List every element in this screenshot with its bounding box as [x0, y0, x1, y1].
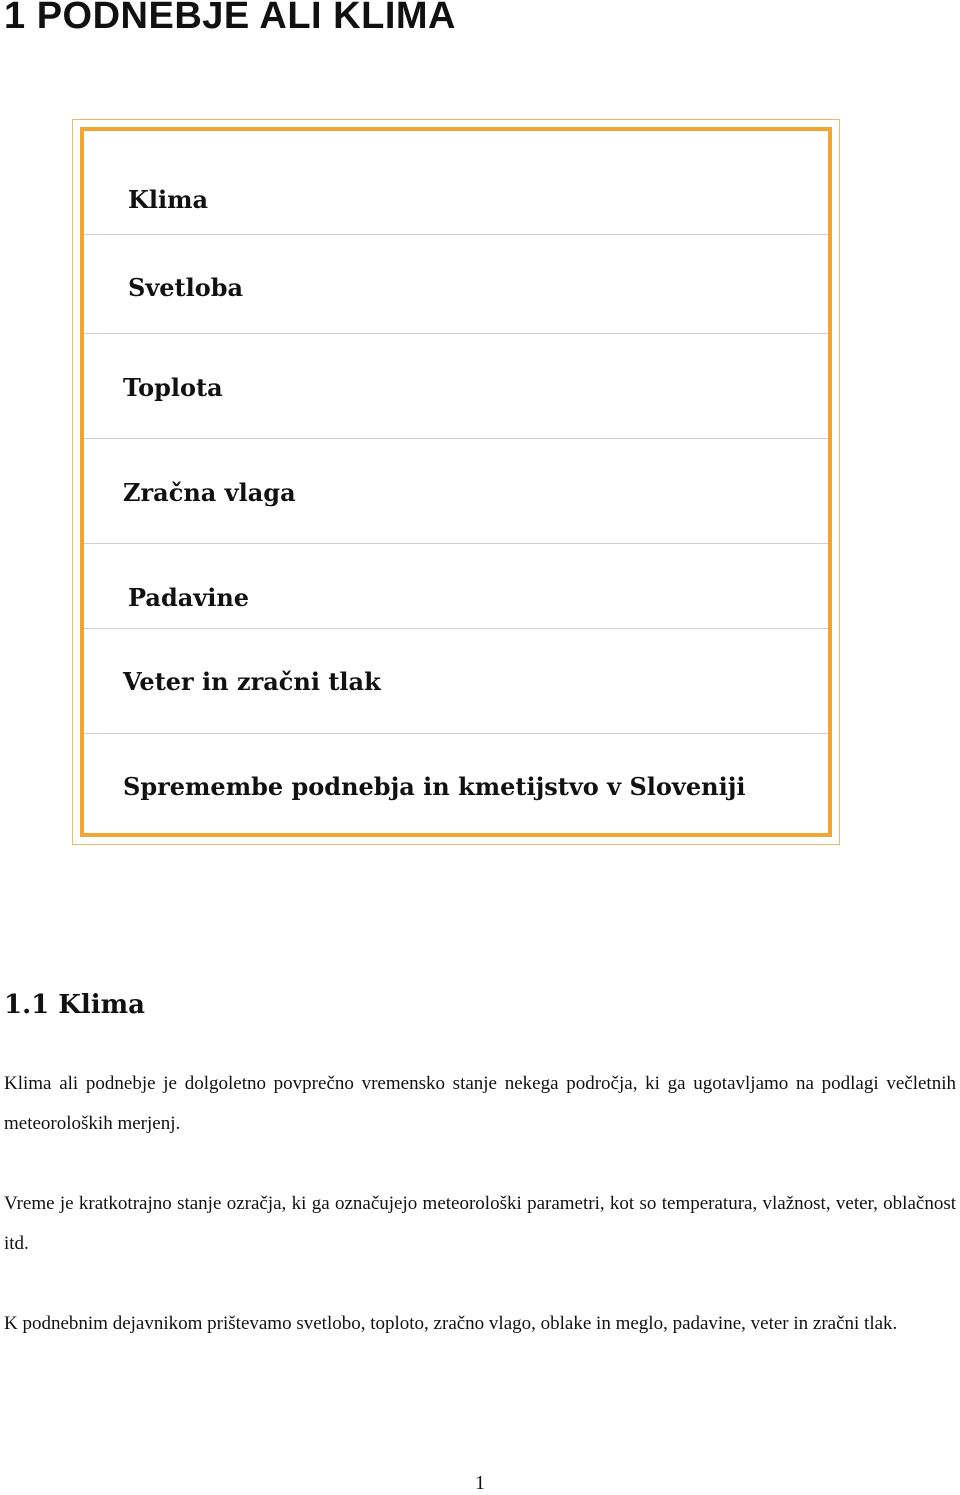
paragraph-vreme-definition: Vreme je kratkotrajno stanje ozračja, ki ga označujejo meteorološki parametri, kot so temperatura, vlažnost, veter, oblačnost itd.	[4, 1193, 956, 1254]
toc-divider	[84, 438, 828, 439]
toc-item-padavine[interactable]: Padavine	[128, 583, 250, 612]
toc-item-klima[interactable]: Klima	[128, 185, 209, 214]
toc-divider	[84, 543, 828, 544]
toc-item-veter-in-zracni-tlak[interactable]: Veter in zračni tlak	[123, 667, 381, 696]
toc-divider	[84, 733, 828, 734]
chapter-title: 1 PODNEBJE ALI KLIMA	[4, 0, 456, 37]
toc-divider	[84, 333, 828, 334]
toc-item-svetloba[interactable]: Svetloba	[128, 273, 244, 302]
page-number: 1	[475, 1472, 485, 1494]
toc-item-zracna-vlaga[interactable]: Zračna vlaga	[123, 478, 296, 507]
toc-item-toplota[interactable]: Toplota	[123, 373, 223, 402]
toc-divider	[84, 628, 828, 629]
paragraph-klima-definition: Klima ali podnebje je dolgoletno povprečno vremensko stanje nekega področja, ki ga ugotavljamo na podlagi večletnih meteoroloških merjenj.	[4, 1073, 956, 1134]
toc-divider	[84, 234, 828, 235]
toc-item-spremembe-podnebja[interactable]: Spremembe podnebja in kmetijstvo v Sloveniji	[123, 772, 746, 801]
section-title: 1.1 Klima	[4, 990, 145, 1020]
paragraph-podnebni-dejavniki: K podnebnim dejavnikom prištevamo svetlobo, toploto, zračno vlago, oblake in meglo, padavine, veter in zračni tlak.	[4, 1313, 898, 1334]
